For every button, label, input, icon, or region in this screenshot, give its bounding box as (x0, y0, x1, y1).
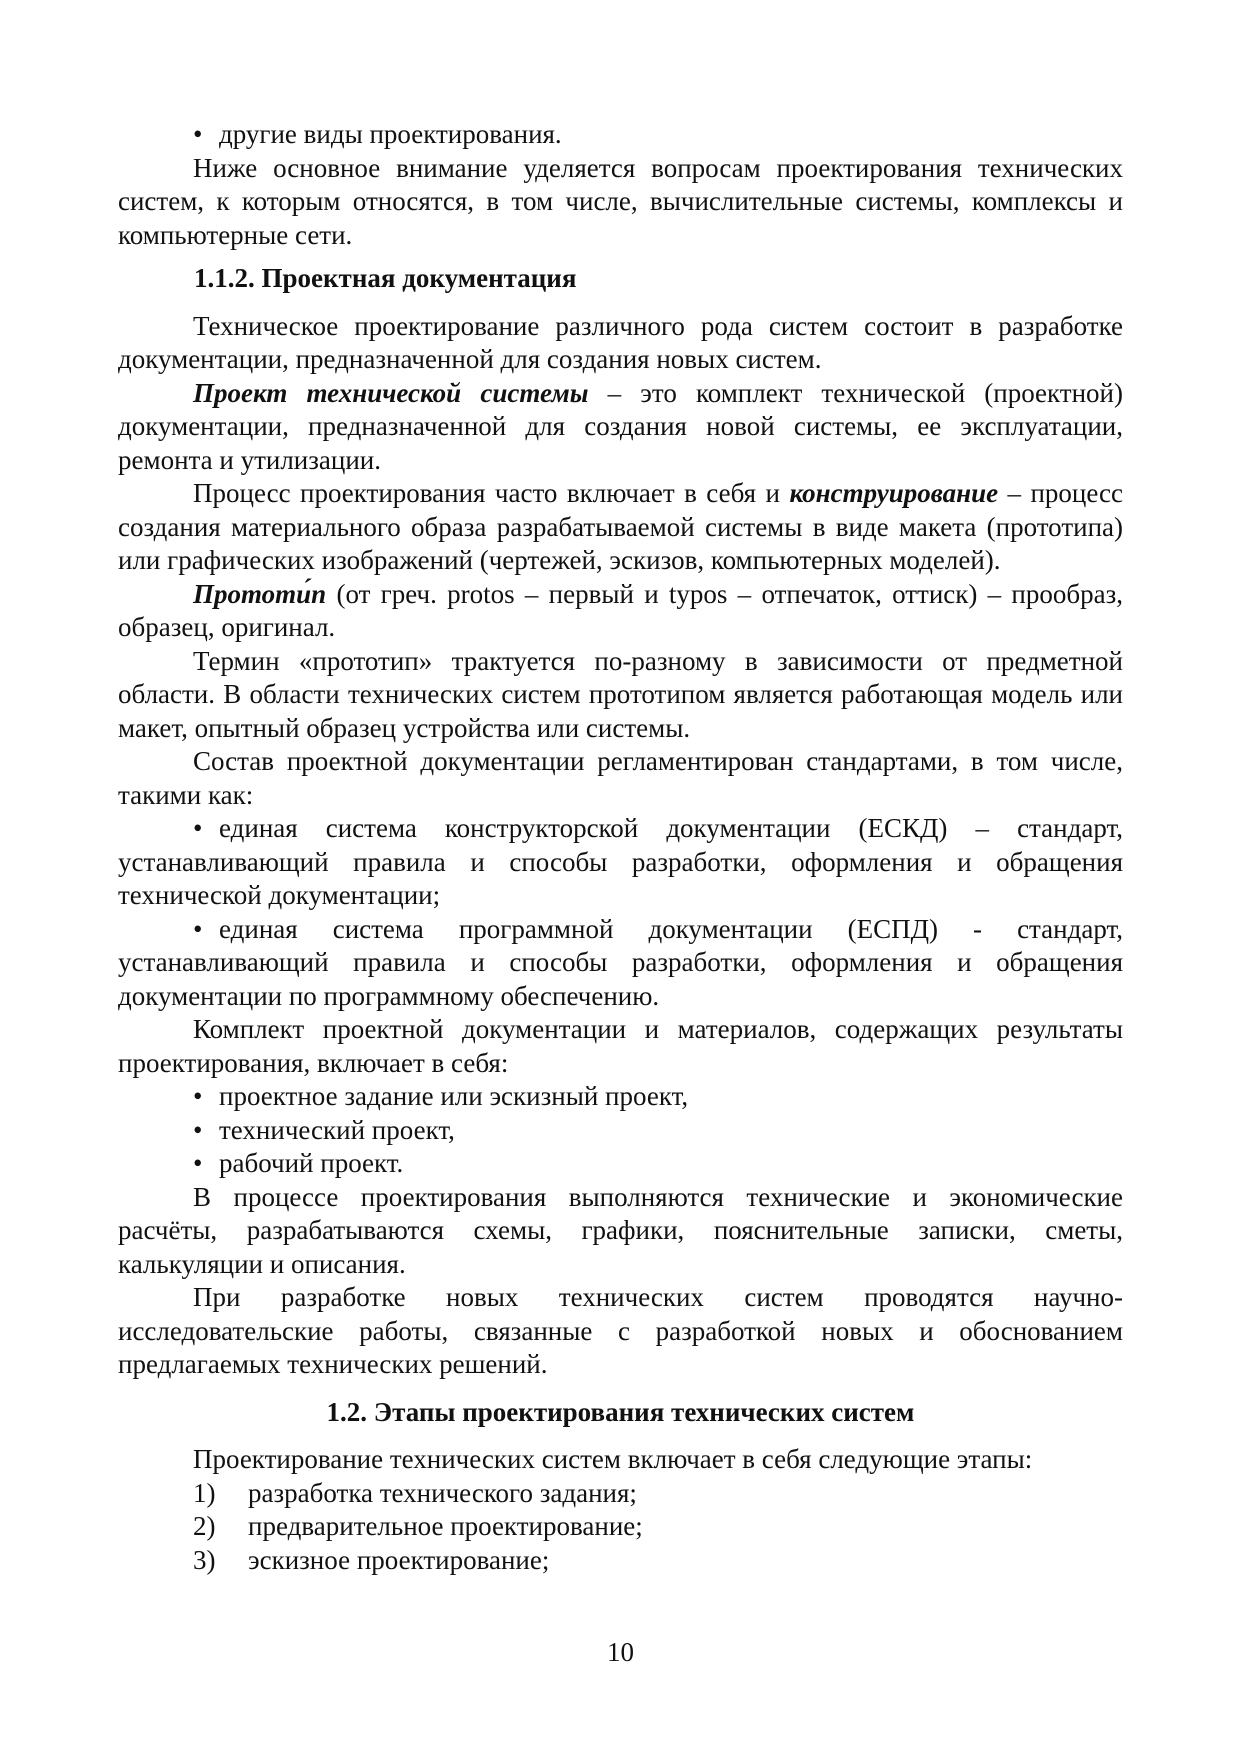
bullet-icon: • (193, 1148, 203, 1178)
paragraph-term: Термин «прототип» трактуется по-разному в зависимости от предметной области. В области технических систем прототипом является работающая модель или макет, опытный образец устройства или системы. (118, 645, 1123, 743)
stage-item: 1) разработка технического задания; (193, 1477, 637, 1508)
bullet-icon: • (193, 1081, 203, 1111)
paragraph-project-definition: Проект технической системы – это комплект технической (проектной) документации, предназначенной для создания новой системы, ее эксплуатации, ремонта и утилизации. (118, 377, 1123, 475)
list-item: • единая система конструкторской документации (ЕСКД) – стандарт, устанавливающий правила и способы разработки, оформления и обращения технической документации; (118, 813, 1123, 910)
paragraph-tech-design: Техническое проектирование различного рода систем состоит в разработке документации, предназначенной для создания новых систем. (118, 310, 1123, 374)
bullet-icon: • (193, 813, 203, 843)
paragraph-research: При разработке новых технических систем проводятся научно-исследовательские работы, связанные с разработкой новых и обоснованием предлагаемых технических решений. (118, 1282, 1123, 1379)
list-item: • единая система программной документации (ЕСПД) - стандарт, устанавливающий правила и способы разработки, оформления и обращения документации по программному обеспечению. (118, 913, 1123, 1011)
paragraph-doc-set: Комплект проектной документации и материалов, содержащих результаты проектирования, включает в себя: (118, 1014, 1123, 1078)
stage-item: 2) предварительное проектирование; (193, 1511, 643, 1541)
paragraph-intro: Ниже основное внимание уделяется вопросам проектирования технических систем, к которым относятся, в том числе, вычислительные системы, комплексы и компьютерные сети. (118, 152, 1123, 250)
bullet-icon: • (193, 1114, 203, 1145)
page-number: 10 (607, 1637, 634, 1667)
section-heading: 1.2. Этапы проектирования технических систем (326, 1396, 915, 1427)
stage-item: 3) эскизное проектирование; (193, 1544, 550, 1575)
paragraph-prototype-definition: Прототи́п (от греч. protos – первый и typos – отпечаток, оттиск) – прообраз, образец, оригинал. (118, 578, 1123, 642)
term-project: Проект технической системы (193, 377, 589, 408)
term-construction: конструирование (789, 478, 999, 508)
list-item: • проектное задание или эскизный проект, (118, 1080, 1123, 1114)
subsection-heading: 1.1.2. Проектная документация (194, 263, 577, 293)
paragraph-stages: Проектирование технических систем включает в себя следующие этапы: (193, 1444, 1033, 1474)
paragraph-calculations: В процессе проектирования выполняются технические и экономические расчёты, разрабатываются схемы, графики, пояснительные записки, сметы, калькуляции и описания. (118, 1181, 1123, 1279)
list-item: • технический проект, (118, 1114, 1123, 1148)
bullet-icon: • (193, 913, 203, 944)
list-item: • другие виды проектирования. (118, 118, 1123, 152)
bullet-icon: • (193, 119, 203, 149)
paragraph-construction: Процесс проектирования часто включает в себя и конструирование – процесс создания материального образа разрабатываемой системы в виде макета (прототипа) или графических изображений (чертежей, эскизов, компьютерных моделей). (118, 478, 1123, 575)
paragraph-standards: Состав проектной документации регламентирован стандартами, в том числе, такими как: (118, 746, 1123, 810)
page-content (118, 118, 1123, 1577)
term-prototype: Прототи́п (193, 578, 327, 609)
list-item: • рабочий проект. (118, 1147, 1123, 1181)
